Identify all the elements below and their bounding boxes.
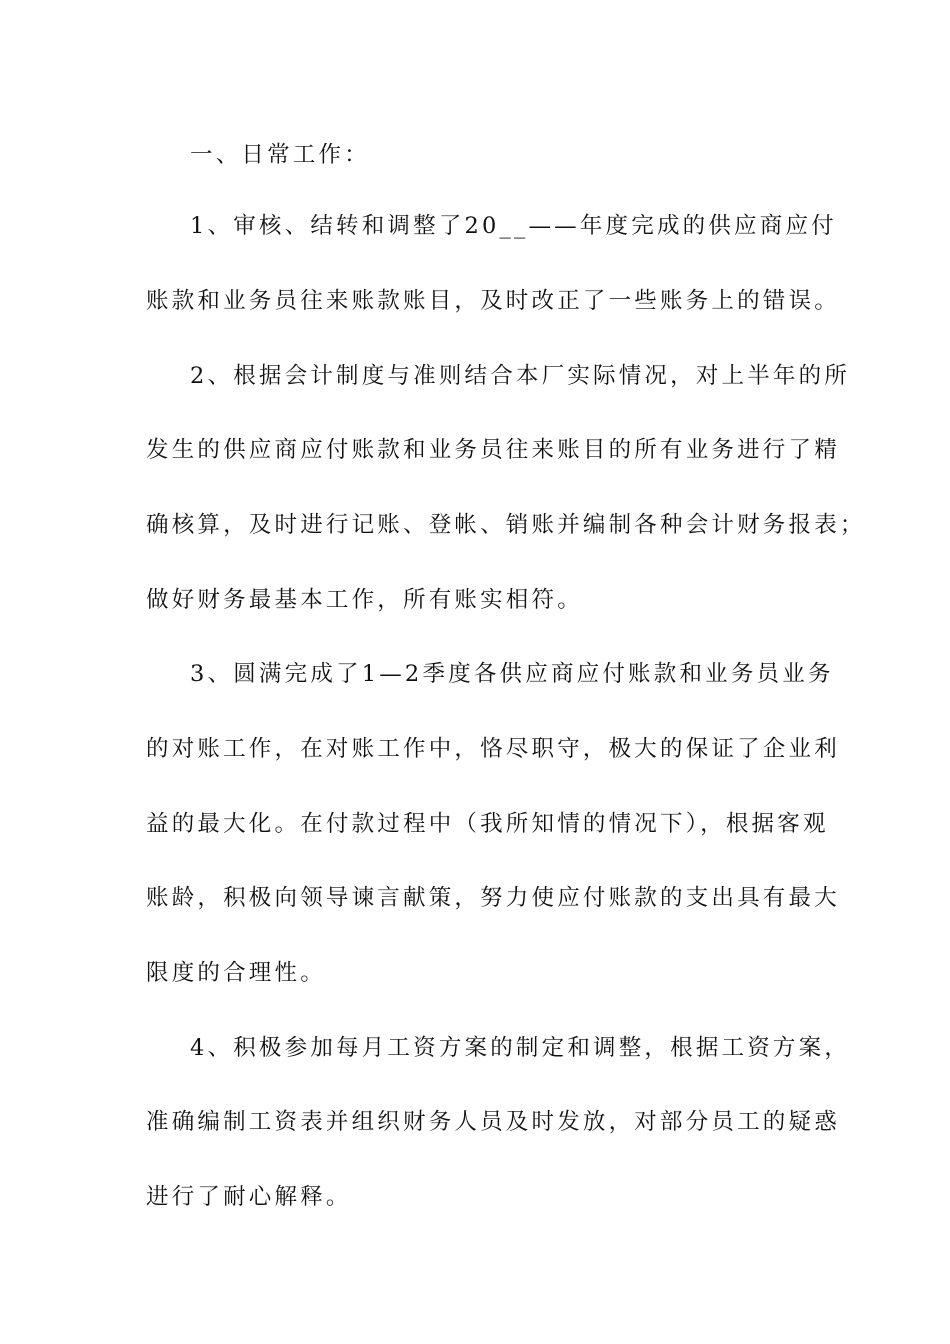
paragraph-3-line-3: 益的最大化。在付款过程中（我所知情的情况下），根据客观 — [146, 811, 829, 837]
paragraph-3-line-5: 限度的合理性。 — [146, 960, 326, 986]
paragraph-2-line-2: 发生的供应商应付账款和业务员往来账目的所有业务进行了精 — [146, 437, 840, 463]
paragraph-4-line-1: 4、积极参加每月工资方案的制定和调整，根据工资方案， — [190, 1035, 851, 1061]
paragraph-3-line-2: 的对账工作，在对账工作中，恪尽职守，极大的保证了企业利 — [146, 736, 840, 762]
paragraph-2-line-4: 做好财务最基本工作，所有账实相符。 — [146, 587, 583, 613]
paragraph-2-line-1: 2、根据会计制度与准则结合本厂实际情况，对上半年的所 — [190, 363, 851, 389]
paragraph-3-line-1: 3、圆满完成了1—2季度各供应商应付账款和业务员业务 — [190, 661, 834, 687]
paragraph-2-line-3: 确核算，及时进行记账、登帐、销账并编制各种会计财务报表； — [146, 512, 866, 538]
section-heading: 一、日常工作： — [190, 142, 370, 168]
paragraph-3-line-4: 账龄，积极向领导谏言献策，努力使应付账款的支出具有最大 — [146, 885, 840, 911]
paragraph-1-line-1: 1、审核、结转和调整了20__——年度完成的供应商应付 — [190, 213, 837, 239]
paragraph-4-line-3: 进行了耐心解释。 — [146, 1184, 352, 1210]
paragraph-1-line-2: 账款和业务员往来账款账目，及时改正了一些账务上的错误。 — [146, 288, 840, 314]
paragraph-4-line-2: 准确编制工资表并组织财务人员及时发放，对部分员工的疑惑 — [146, 1109, 840, 1135]
